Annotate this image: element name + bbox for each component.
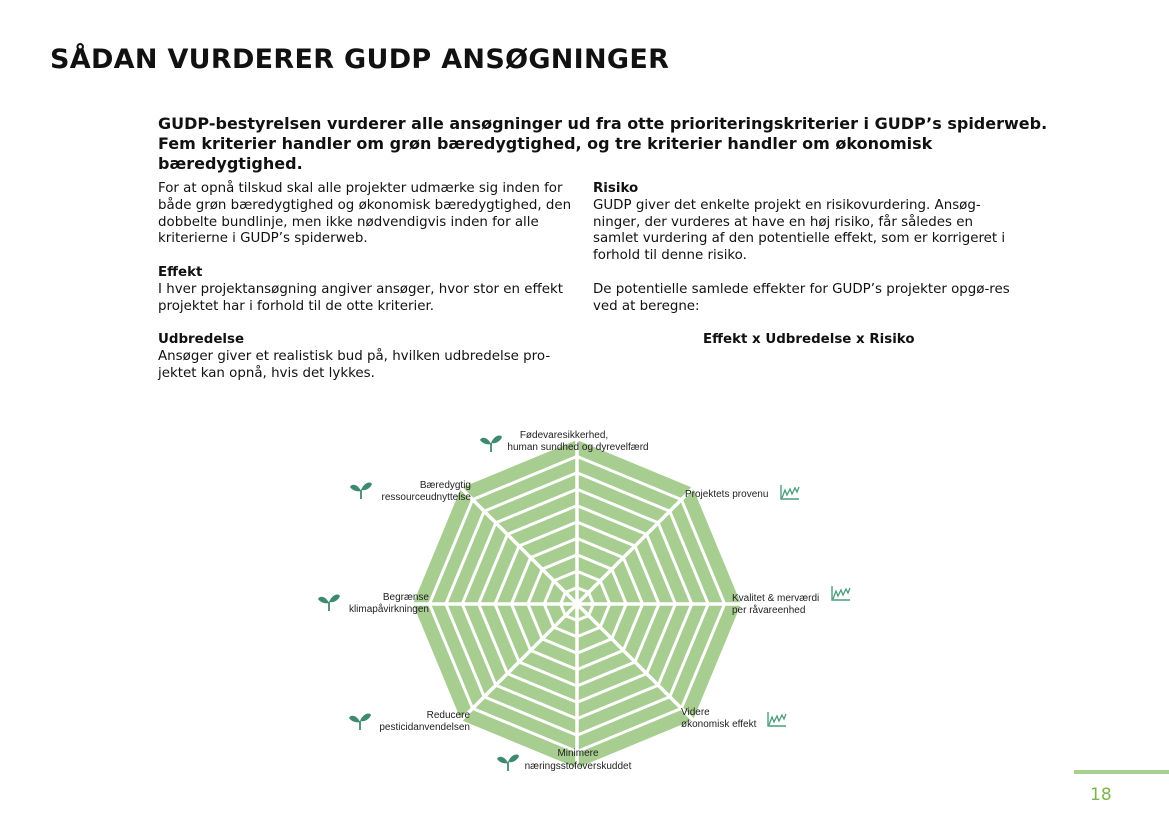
criterion-label-line2: næringsstofoverskuddet xyxy=(524,761,632,772)
risiko-text: GUDP giver det enkelte projekt en risikovurdering. Ansøg-ninger, der vurderes at have en høj risiko, får således en samlet vurdering af den potentielle effekt, som er korrigeret i forhold til denne risiko. xyxy=(593,197,1006,264)
page-title: SÅDAN VURDERER GUDP ANSØGNINGER xyxy=(50,44,670,75)
criterion-economic-effect xyxy=(681,707,786,730)
leaf-icon xyxy=(350,482,372,499)
criterion-label-line1: Minimere xyxy=(557,748,599,759)
criterion-label-line2: per råvareenhed xyxy=(732,605,806,616)
criterion-quality-value xyxy=(732,586,850,616)
criterion-label-line1: Bæredygtig xyxy=(419,480,471,491)
criterion-resource-use xyxy=(350,480,471,503)
criterion-food-safety xyxy=(480,430,649,453)
criterion-climate-impact xyxy=(318,592,429,615)
formula: Effekt x Udbredelse x Risiko xyxy=(703,332,915,348)
intro-line-1: GUDP-bestyrelsen vurderer alle ansøgninger ud fra otte prioriteringskriterier i GUDP’s spiderweb. xyxy=(158,114,1048,133)
criterion-label-line1: Begrænse xyxy=(382,592,429,603)
leaf-icon xyxy=(318,594,340,611)
criterion-label-line1: Reducere xyxy=(426,710,470,721)
chart-icon xyxy=(768,712,786,726)
calculation-paragraph: De potentielle samlede effekter for GUDP’s projekter opgø-res ved at beregne: xyxy=(593,281,1010,314)
criterion-label-line1: Projektets provenu xyxy=(685,489,769,500)
criterion-label-line2: pesticidanvendelsen xyxy=(379,722,470,733)
page-number: 18 xyxy=(1090,785,1112,805)
udbredelse-heading: Udbredelse xyxy=(158,332,245,348)
criterion-label-line1: Kvalitet & merværdi xyxy=(732,593,820,604)
criterion-pesticide-use xyxy=(349,710,470,733)
criterion-label-line2: økonomisk effekt xyxy=(681,719,757,730)
chart-icon xyxy=(781,485,799,499)
left-paragraph: For at opnå tilskud skal alle projekter udmærke sig inden for både grøn bæredygtighed og økonomisk bæredygtighed, den dobbelte bundlinje, men ikke nødvendigvis inden for alle kriterierne i GUDP’s spiderweb. xyxy=(158,181,572,247)
criterion-project-revenue xyxy=(685,485,799,500)
udbredelse-text: Ansøger giver et realistisk bud på, hvilken udbredelse pro-jektet kan opnå, hvis det lykkes. xyxy=(158,348,551,381)
leaf-icon xyxy=(497,754,519,771)
page-accent-line xyxy=(1074,770,1169,774)
criterion-label-line1: Videre xyxy=(681,707,710,718)
criterion-label-line2: klimapåvirkningen xyxy=(348,604,429,615)
criterion-label-line2: ressourceudnyttelse xyxy=(381,492,471,503)
criterion-label-line1: Fødevaresikkerhed, xyxy=(519,430,609,441)
leaf-icon xyxy=(349,713,371,730)
effekt-heading: Effekt xyxy=(158,264,203,280)
intro-line-2: Fem kriterier handler om grøn bæredygtighed, og tre kriterier handler om økonomisk bæredygtighed. xyxy=(158,134,933,173)
leaf-icon xyxy=(480,435,502,452)
effekt-text: I hver projektansøgning angiver ansøger, hvor stor en effekt projektet har i forhold til de otte kriterier. xyxy=(158,281,563,314)
risiko-heading: Risiko xyxy=(593,181,639,196)
chart-icon xyxy=(832,586,850,600)
criterion-label-line2: human sundhed og dyrevelfærd xyxy=(507,442,649,453)
